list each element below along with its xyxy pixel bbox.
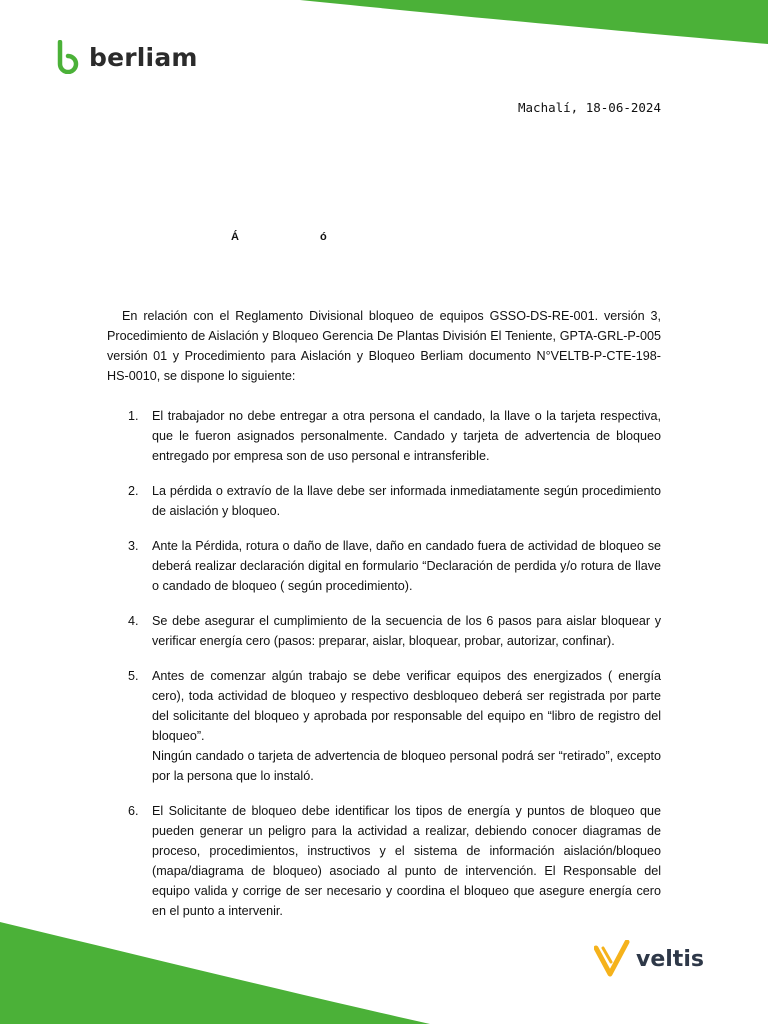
item-number: 4. — [128, 614, 139, 628]
list-item — [107, 666, 661, 786]
item-text: El trabajador no debe entregar a otra persona el candado, la llave o la tarjeta respectiva, que le fueron asignados personalmente. Candado y tarjeta de advertencia de bloqueo entregado por empresa son de uso personal e intransferible. — [152, 409, 661, 463]
item-text: El Solicitante de bloqueo debe identificar los tipos de energía y puntos de bloqueo que pueden generar un peligro para la actividad a realizar, debiendo conocer diagramas de proceso, procedimientos, instructivos y el sistema de información aislación/bloqueo (mapa/diagrama de bloqueo) asociado al punto de intervención. El Responsable del equipo valida y corrige de ser necesario y coordina el bloqueo que asegure energía cero en el punto a intervenir. — [152, 804, 661, 918]
list-item — [107, 406, 661, 466]
item-number: 5. — [128, 669, 139, 683]
list-item — [107, 801, 661, 921]
item-text: Antes de comenzar algún trabajo se debe verificar equipos des energizados ( energía cero), toda actividad de bloqueo y respectivo desbloqueo deberá ser registrada por parte del solicitante del bloqueo y aprobada por responsable del equipo en “libro de registro del bloqueo”. — [152, 669, 661, 743]
veltis-logo — [594, 940, 704, 978]
top-green-swoosh — [300, 0, 768, 44]
item-text: La pérdida o extravío de la llave debe ser informada inmediatamente según procedimiento de aislación y bloqueo. — [152, 484, 661, 518]
veltis-logo-text: veltis — [636, 946, 704, 972]
item-number: 6. — [128, 804, 139, 818]
list-item — [107, 536, 661, 596]
document-body — [107, 306, 661, 921]
title-fragment: Á — [231, 231, 239, 243]
item-text: Ante la Pérdida, rotura o daño de llave, daño en candado fuera de actividad de bloqueo se deberá realizar declaración digital en formulario “Declaración de perdida y/o rotura de llave o candado de bloqueo ( según procedimiento). — [152, 539, 661, 593]
list-item — [107, 481, 661, 521]
berliam-logo-text: berliam — [89, 42, 198, 72]
item-number: 1. — [128, 409, 139, 423]
list-item — [107, 611, 661, 651]
item-number: 2. — [128, 484, 139, 498]
title-fragment: ó — [320, 231, 327, 243]
item-number: 3. — [128, 539, 139, 553]
intro-paragraph: En relación con el Reglamento Divisional bloqueo de equipos GSSO-DS-RE-001. versión 3, Procedimiento de Aislación y Bloqueo Gerencia De Plantas División El Teniente, GPTA-GRL-P-005 versión 01 y Procedimiento para Aislación y Bloqueo Berliam documento N°VELTB-P-CTE-198-HS-0010, se dispone lo siguiente: — [107, 309, 661, 383]
bottom-green-swoosh — [0, 922, 430, 1024]
berliam-logo — [56, 40, 198, 74]
rules-list — [107, 406, 661, 921]
berliam-b-icon — [56, 40, 80, 74]
veltis-v-icon — [594, 940, 630, 978]
item-text: Se debe asegurar el cumplimiento de la secuencia de los 6 pasos para aislar bloquear y verificar energía cero (pasos: preparar, aislar, bloquear, probar, autorizar, confinar). — [152, 614, 661, 648]
item-text-continuation: Ningún candado o tarjeta de advertencia de bloqueo personal podrá ser “retirado”, excepto por la persona que lo instaló. — [152, 749, 661, 783]
date-line: Machalí, 18-06-2024 — [518, 100, 661, 115]
